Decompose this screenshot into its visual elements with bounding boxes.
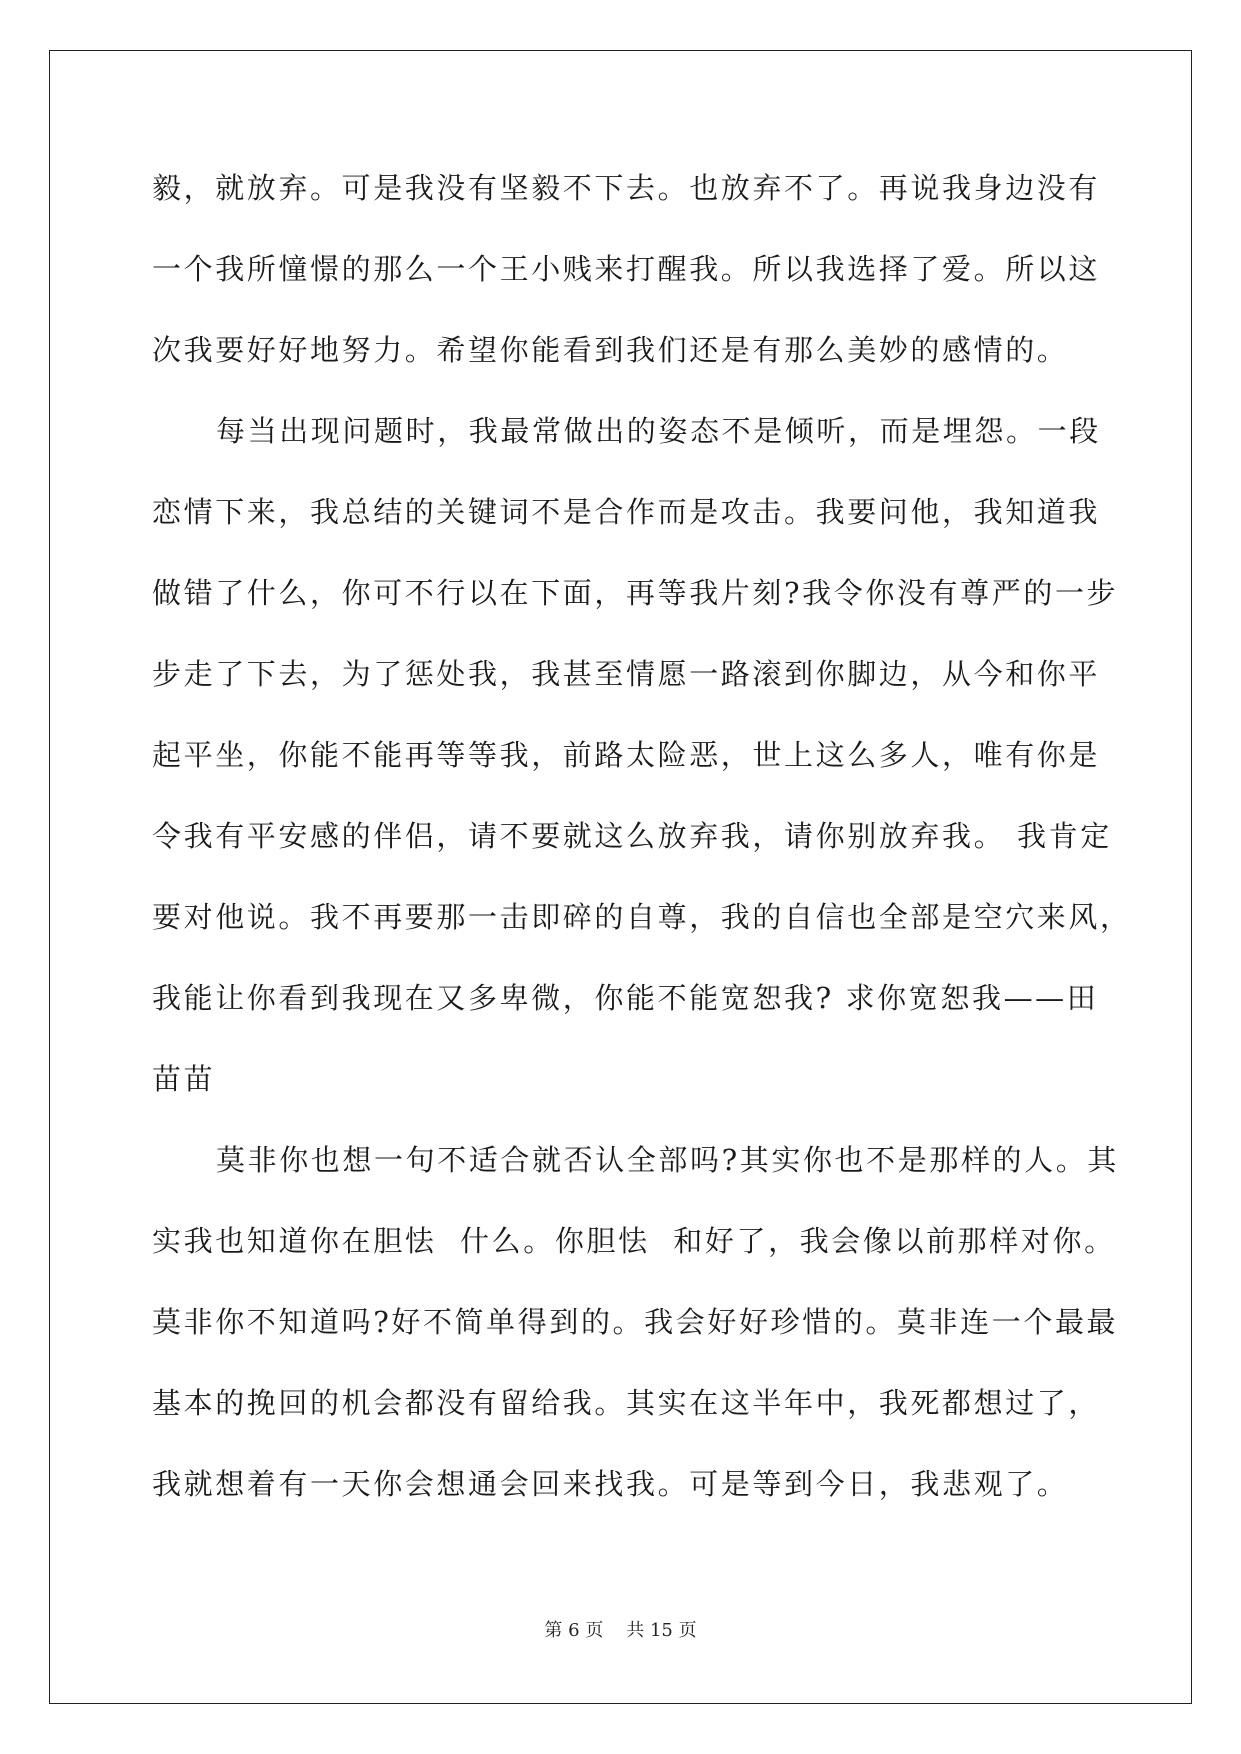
document-body bbox=[152, 158, 1132, 1535]
text-line: 每当出现问题时，我最常做出的姿态不是倾听，而是埋怨。一段 bbox=[216, 414, 1101, 448]
text-line: 我就想着有一天你会想通会回来找我。可是等到今日，我悲观了。 bbox=[152, 1467, 1069, 1501]
text-line: 恋情下来，我总结的关键词不是合作而是攻击。我要问他，我知道我 bbox=[152, 495, 1101, 529]
page-footer bbox=[0, 1616, 1241, 1642]
footer-spacer bbox=[603, 1620, 626, 1641]
text-line: 一个我所憧憬的那么一个王小贱来打醒我。所以我选择了爱。所以这 bbox=[152, 252, 1101, 286]
text-line: 基本的挽回的机会都没有留给我。其实在这半年中，我死都想过了， bbox=[152, 1386, 1101, 1420]
page-number: 第 6 页 bbox=[544, 1620, 604, 1641]
text-line: 令我有平安感的伴侣，请不要就这么放弃我，请你别放弃我。 我肯定 bbox=[152, 819, 1112, 853]
text-line: 莫非你不知道吗?好不简单得到的。我会好好珍惜的。莫非连一个最最 bbox=[152, 1305, 1119, 1339]
text-line: 实我也知道你在胆怯 什么。你胆怯 和好了，我会像以前那样对你。 bbox=[152, 1224, 1116, 1258]
text-line: 莫非你也想一句不适合就否认全部吗?其实你也不是那样的人。其 bbox=[216, 1143, 1119, 1177]
text-line: 起平坐，你能不能再等等我，前路太险恶，世上这么多人，唯有你是 bbox=[152, 738, 1101, 772]
text-line: 要对他说。我不再要那一击即碎的自尊，我的自信也全部是空穴来风， bbox=[152, 900, 1132, 934]
text-line: 做错了什么，你可不行以在下面，再等我片刻?我令你没有尊严的一步 bbox=[152, 576, 1119, 610]
text-line: 苗苗 bbox=[152, 1062, 216, 1096]
text-line: 我能让你看到我现在又多卑微，你能不能宽恕我? 求你宽恕我——田 bbox=[152, 981, 1099, 1015]
text-line: 次我要好好地努力。希望你能看到我们还是有那么美妙的感情的。 bbox=[152, 333, 1069, 367]
text-line: 步走了下去，为了惩处我，我甚至情愿一路滚到你脚边，从今和你平 bbox=[152, 657, 1101, 691]
page-total: 共 15 页 bbox=[626, 1620, 697, 1641]
text-line: 毅，就放弃。可是我没有坚毅不下去。也放弃不了。再说我身边没有 bbox=[152, 171, 1101, 205]
